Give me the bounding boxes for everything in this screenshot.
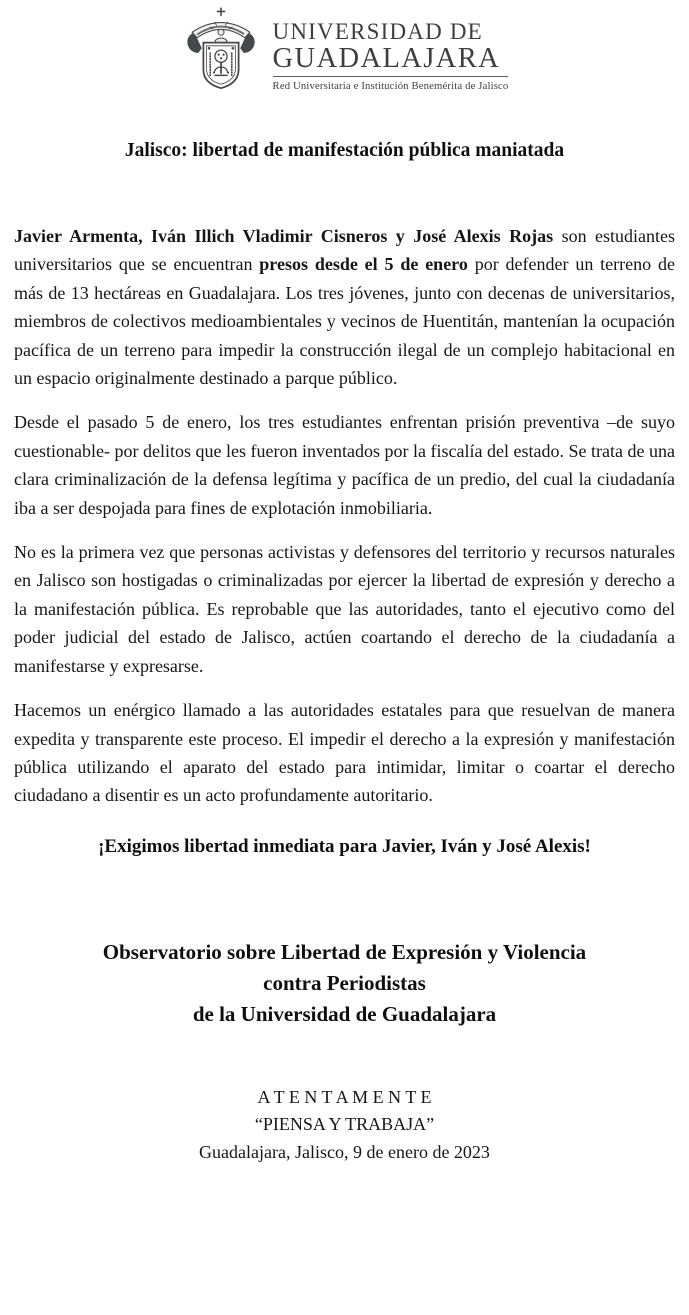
- paragraph-pretrial-detention: Desde el pasado 5 de enero, los tres estudiantes enfrentan prisión preventiva –de suyo cuestionable- por delitos que les fueron inventados por la fiscalía del estado. Se trata de una clara criminalización de la defensa legítima y pacífica de un predio, del cual la ciudadanía iba a ser despojada para fines de explotación inmobiliaria.: [14, 412, 675, 518]
- logo-divider: [273, 76, 509, 77]
- defendants-names: Javier Armenta, Iván Illich Vladimir Cisneros y José Alexis Rojas: [14, 226, 554, 246]
- document-body: [14, 222, 675, 810]
- university-logo: [14, 8, 675, 102]
- demand-line: ¡Exigimos libertad inmediata para Javier, Iván y José Alexis!: [98, 835, 591, 857]
- university-name-line1: UNIVERSIDAD DE: [272, 18, 483, 44]
- document-title: Jalisco: libertad de manifestación pública maniatada: [124, 140, 565, 161]
- paragraph-1-text-a: son estudiantes universitarios que se encuentran: [14, 226, 675, 275]
- imprisoned-since-phrase: presos desde el 5 de enero: [259, 254, 468, 275]
- paragraph-students-arrested: [14, 222, 675, 392]
- paragraph-1-text-b: por defender un terreno de más de 13 hectáreas en Guadalajara. Los tres jóvenes, junto con decenas de universitarios, miembros de colectivos medioambientales y vecinos de Huentitán, mantenían la ocupación pacífica de un terreno para impedir la construcción ilegal de un complejo habitacional en un espacio originalmente destinado a parque público.: [14, 254, 675, 389]
- university-wordmark: [273, 19, 509, 92]
- university-crest-icon: [181, 7, 261, 104]
- signature-line-1: Observatorio sobre Libertad de Expresión y Violencia: [102, 939, 587, 964]
- university-tagline: Red Universitaria e Institución Benemérita de Jalisco: [272, 79, 509, 92]
- signature-line-2: contra Periodistas: [263, 970, 426, 995]
- signature-line-3: de la Universidad de Guadalajara: [192, 1001, 497, 1026]
- closing-motto: “PIENSA Y TRABAJA”: [254, 1114, 435, 1135]
- paragraph-criminalization-pattern: No es la primera vez que personas activistas y defensores del territorio y recursos naturales en Jalisco son hostigadas o criminalizadas por ejercer la libertad de expresión y derecho a la manifestación pública. Es reprobable que las autoridades, tanto el ejecutivo como del poder judicial del estado de Jalisco, actúen coartando el derecho de la ciudadanía a manifestarse y expresarse.: [14, 542, 675, 676]
- closing-attentively: A T E N T A M E N T E: [257, 1086, 432, 1107]
- signature-block: [14, 937, 675, 1030]
- closing-place-date: Guadalajara, Jalisco, 9 de enero de 2023: [199, 1141, 490, 1162]
- closing-block: [14, 1084, 675, 1167]
- university-name-line2: GUADALAJARA: [272, 42, 501, 74]
- paragraph-call-to-authorities: Hacemos un enérgico llamado a las autoridades estatales para que resuelvan de manera expedita y transparente este proceso. El impedir el derecho a la expresión y manifestación pública utilizando el aparato del estado para intimidar, limitar o coartar el derecho ciudadano a disentir es un acto profundamente autoritario.: [14, 700, 675, 806]
